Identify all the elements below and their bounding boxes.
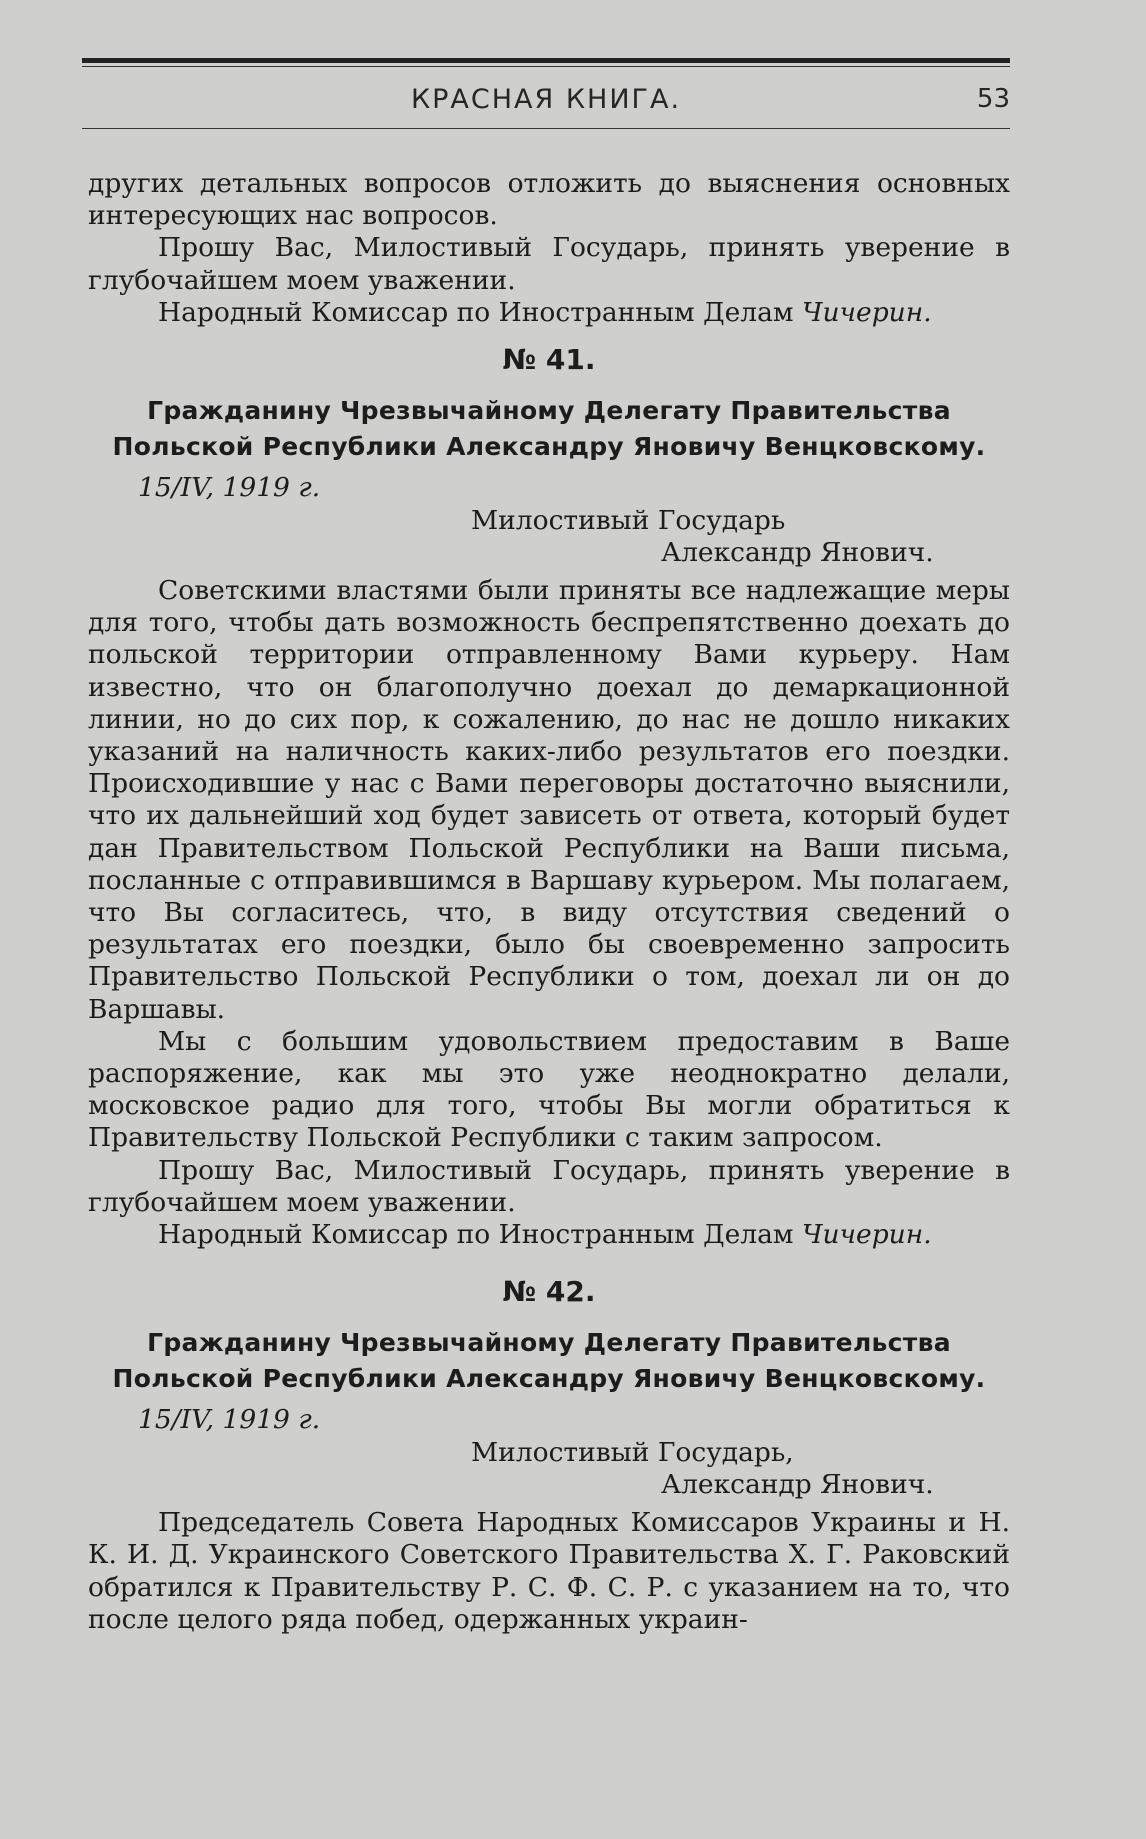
document-42-paragraph-1: Председатель Совета Народных Комиссаров Украины и Н. К. И. Д. Украинского Советского Правительства Х. Г. Раковский обратился к Правительству Р. С. Ф. С. Р. с указанием на то, что после целого ряда побед, одержанных украин- <box>88 1507 1010 1635</box>
document-41-signature-name: Чичерин. <box>802 1219 932 1251</box>
document-42-salutation: Милостивый Государь, <box>471 1437 794 1469</box>
document-41-salutation: Милостивый Государь <box>471 505 786 537</box>
top-border-rule <box>82 58 1010 63</box>
signature-title: Народный Комиссар по Иностранным Делам <box>158 296 794 328</box>
document-41-signature-line <box>88 1219 1010 1251</box>
document-41-paragraph-2: Мы с большим удовольствием предоставим в Ваше распоряжение, как мы это уже неоднократно делали, московское радио для того, чтобы Вы могли обратиться к Правительству Польской Республики с таким запросом. <box>88 1025 1010 1154</box>
book-page <box>82 58 1010 1798</box>
top-border-thin-rule <box>82 66 1010 67</box>
signature-name: Чичерин. <box>802 296 932 328</box>
signature-line <box>88 297 1010 329</box>
page-body <box>88 168 1010 1636</box>
document-42-salutation-name: Александр Янович. <box>661 1469 934 1501</box>
document-41-salutation-name: Александр Янович. <box>661 537 934 569</box>
document-41-addressee: Гражданину Чрезвычайному Делегату Правительства Польской Республики Александру Яновичу Венцковскому. <box>112 396 986 462</box>
document-41-paragraph-1: Советскими властями были приняты все надлежащие меры для того, чтобы дать возможность беспрепятственно доехать до польской территории отправленному Вами курьеру. Нам известно, что он благополучно доехал до демаркационной линии, но до сих пор, к сожалению, до нас не дошло никаких указаний на наличность каких-либо результатов его поездки. Происходившие у нас с Вами переговоры достаточно выяснили, что их дальнейший ход будет зависеть от ответа, который будет дан Правительством Польской Республики на Ваши письма, посланные с отправившимся в Варшаву курьером. Мы полагаем, что Вы согласитесь, что, в виду отсутствия сведений о результатах его поездки, было бы своевременно запросить Правительство Польской Республики о том, доехал ли он до Варшавы. <box>88 575 1010 1025</box>
book-title: КРАСНАЯ КНИГА. <box>410 84 682 115</box>
document-41-paragraph-3: Прошу Вас, Милостивый Государь, принять уверение в глубочайшем моем уважении. <box>88 1154 1010 1218</box>
header-rule <box>82 128 1010 129</box>
closing-paragraph: Прошу Вас, Милостивый Государь, принять уверение в глубочайшем моем уважении. <box>88 232 1010 296</box>
document-number-41: № 41. <box>502 343 596 377</box>
running-head <box>82 84 1010 124</box>
document-number-42: № 42. <box>502 1275 596 1309</box>
continued-paragraph: других детальных вопросов отложить до выяснения основных интересующих нас вопросов. <box>88 168 1010 232</box>
document-42-addressee: Гражданину Чрезвычайному Делегату Правительства Польской Республики Александру Яновичу Венцковскому. <box>112 1328 986 1394</box>
document-41-signature-title: Народный Комиссар по Иностранным Делам <box>158 1219 794 1251</box>
document-42-date: 15/IV, 1919 г. <box>138 1404 321 1436</box>
document-41-date: 15/IV, 1919 г. <box>138 472 321 504</box>
page-number: 53 <box>976 84 1010 114</box>
